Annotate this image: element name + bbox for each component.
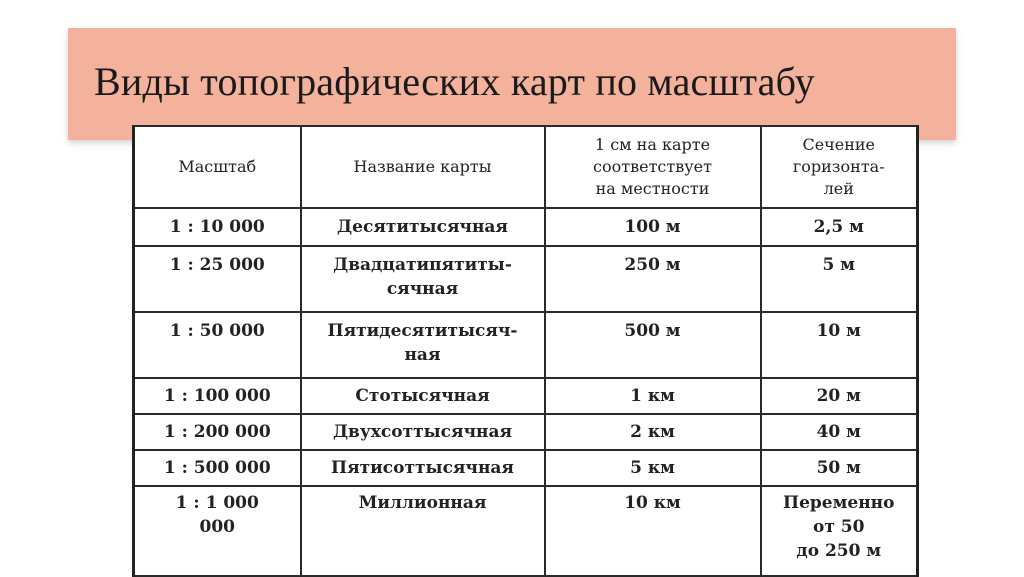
ground-distance-cell: 500 м — [545, 312, 761, 378]
scale-cell: 1 : 100 000 — [134, 378, 301, 414]
header-map-name: Название карты — [301, 126, 545, 208]
table-header-row — [134, 126, 918, 208]
scale-cell: 1 : 200 000 — [134, 414, 301, 450]
table-row — [134, 414, 918, 450]
contour-interval-cell: 2,5 м — [761, 208, 918, 246]
scale-cell: 1 : 50 000 — [134, 312, 301, 378]
ground-distance-cell: 100 м — [545, 208, 761, 246]
scale-cell: 1 : 25 000 — [134, 246, 301, 312]
contour-interval-cell: 20 м — [761, 378, 918, 414]
scale-cell: 1 : 500 000 — [134, 450, 301, 486]
map-name-cell: Пятисоттысячная — [301, 450, 545, 486]
map-name-cell: Миллионная — [301, 486, 545, 576]
table-row — [134, 486, 918, 576]
scale-table-container — [132, 125, 916, 577]
table-row — [134, 208, 918, 246]
contour-interval-cell: 10 м — [761, 312, 918, 378]
map-name-cell: Двадцатипятиты- сячная — [301, 246, 545, 312]
scale-table — [132, 125, 919, 577]
header-ground-distance: 1 см на карте соответствует на местности — [545, 126, 761, 208]
ground-distance-cell: 1 км — [545, 378, 761, 414]
ground-distance-cell: 10 км — [545, 486, 761, 576]
map-name-cell: Пятидесятитысяч- ная — [301, 312, 545, 378]
contour-interval-cell: 40 м — [761, 414, 918, 450]
map-name-cell: Стотысячная — [301, 378, 545, 414]
table-row — [134, 246, 918, 312]
ground-distance-cell: 2 км — [545, 414, 761, 450]
ground-distance-cell: 5 км — [545, 450, 761, 486]
map-name-cell: Двухсоттысячная — [301, 414, 545, 450]
table-row — [134, 312, 918, 378]
header-contour-interval: Сечение горизонта- лей — [761, 126, 918, 208]
map-name-cell: Десятитысячная — [301, 208, 545, 246]
contour-interval-cell: 5 м — [761, 246, 918, 312]
scale-cell: 1 : 10 000 — [134, 208, 301, 246]
scale-cell: 1 : 1 000 000 — [134, 486, 301, 576]
table-row — [134, 450, 918, 486]
contour-interval-cell: Переменно от 50 до 250 м — [761, 486, 918, 576]
contour-interval-cell: 50 м — [761, 450, 918, 486]
header-scale: Масштаб — [134, 126, 301, 208]
table-row — [134, 378, 918, 414]
ground-distance-cell: 250 м — [545, 246, 761, 312]
slide-title: Виды топографических карт по масштабу — [94, 59, 815, 104]
